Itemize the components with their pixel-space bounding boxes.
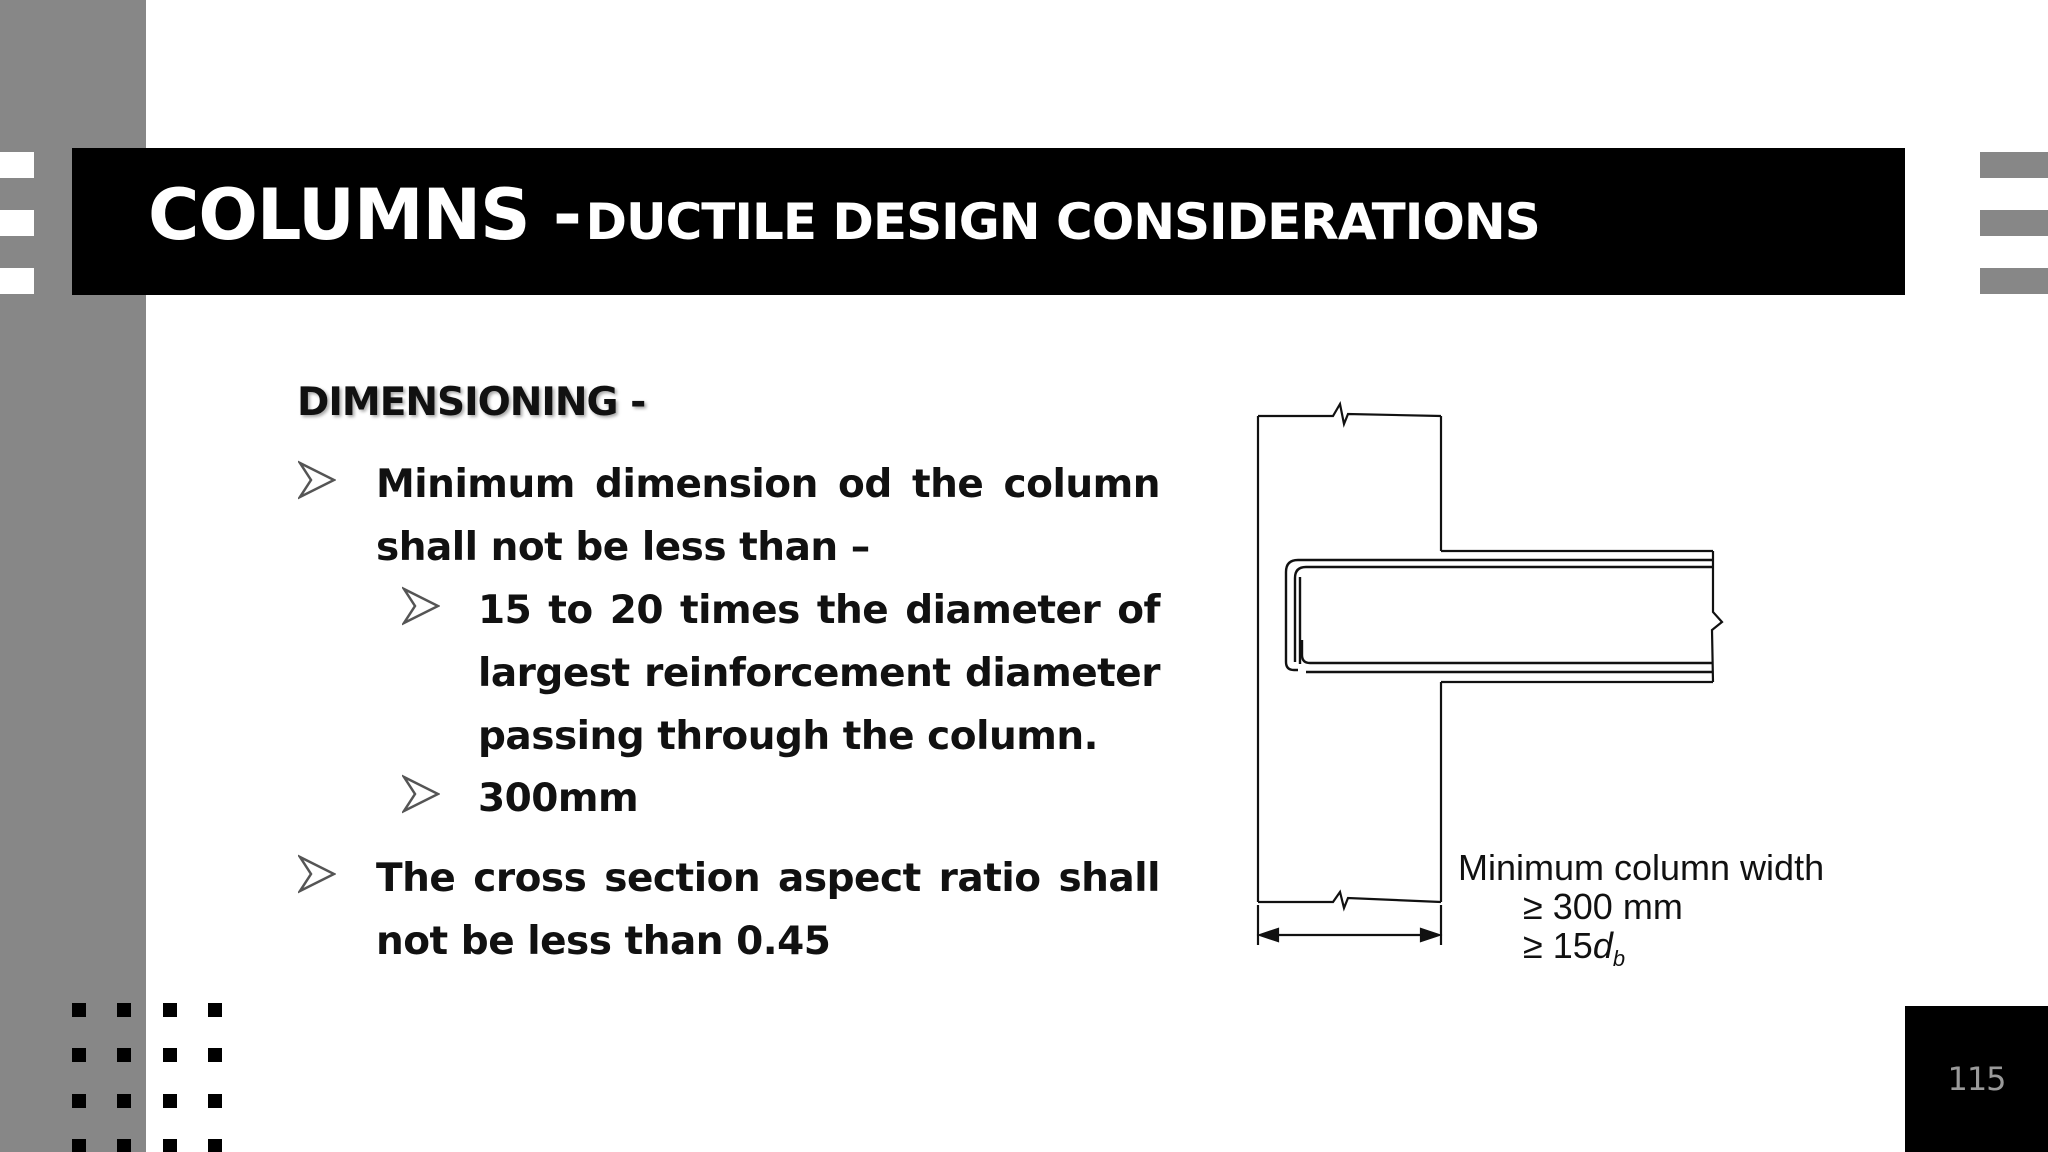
dot xyxy=(163,1048,177,1062)
bullet-line: The cross section aspect ratio shall xyxy=(376,856,1160,901)
dot xyxy=(117,1048,131,1062)
label-line-15db: ≥ $15d_b$ xyxy=(1523,925,1626,972)
sub-bullet-diameter xyxy=(478,579,1160,768)
dot xyxy=(163,1139,177,1152)
top-break-line xyxy=(1258,404,1441,424)
left-stripe-1 xyxy=(0,152,34,178)
arrow-bullet-icon xyxy=(402,586,440,626)
dot xyxy=(117,1094,131,1108)
bullet-line: Minimum dimension od the column xyxy=(376,462,1160,507)
bullet-line: shall not be less than – xyxy=(376,525,870,570)
sub-bullet-300mm: 300mm xyxy=(478,776,639,821)
dim-arrow-left xyxy=(1260,929,1278,941)
right-stripe-2 xyxy=(1980,210,2048,236)
bottom-bar-outer xyxy=(1302,640,1713,663)
top-bar-outer xyxy=(1286,560,1713,662)
dot xyxy=(72,1094,86,1108)
bullet-aspect-ratio xyxy=(376,847,1160,973)
dim-arrow-right xyxy=(1421,929,1439,941)
dot xyxy=(72,1139,86,1152)
dot xyxy=(208,1048,222,1062)
right-stripe-3 xyxy=(1980,268,2048,294)
section-heading: DIMENSIONING - xyxy=(297,380,646,425)
dot xyxy=(117,1003,131,1017)
page-number: 115 xyxy=(1947,1060,2006,1098)
dot xyxy=(163,1094,177,1108)
bullet-minimum-dimension xyxy=(376,453,1160,579)
label-line-title: Minimum column width xyxy=(1458,847,1825,888)
bottom-break-line xyxy=(1258,892,1441,908)
arrow-bullet-icon xyxy=(298,460,336,500)
bullet-line: not be less than 0.45 xyxy=(376,919,831,964)
bullet-line: passing through the column. xyxy=(478,714,1098,759)
title-main: COLUMNS - xyxy=(148,174,581,256)
top-bar-hook xyxy=(1286,662,1298,670)
slide-title xyxy=(148,174,1540,256)
right-stripe-1 xyxy=(1980,152,2048,178)
bullet-line: largest reinforcement diameter xyxy=(478,651,1160,696)
bullet-line: 15 to 20 times the diameter of xyxy=(478,588,1160,633)
left-stripe-2 xyxy=(0,210,34,236)
top-bar-inner xyxy=(1295,567,1713,662)
dot xyxy=(72,1048,86,1062)
diagram-label xyxy=(1458,848,1824,978)
arrow-bullet-icon xyxy=(402,774,440,814)
dot xyxy=(208,1003,222,1017)
title-sub: DUCTILE DESIGN CONSIDERATIONS xyxy=(585,193,1540,251)
dot xyxy=(208,1094,222,1108)
label-line-300mm: ≥ 300 mm xyxy=(1523,886,1683,927)
dot xyxy=(117,1139,131,1152)
dot xyxy=(208,1139,222,1152)
dot xyxy=(72,1003,86,1017)
left-stripe-3 xyxy=(0,268,34,294)
dot xyxy=(163,1003,177,1017)
arrow-bullet-icon xyxy=(298,854,336,894)
beam-end-break xyxy=(1712,551,1722,682)
